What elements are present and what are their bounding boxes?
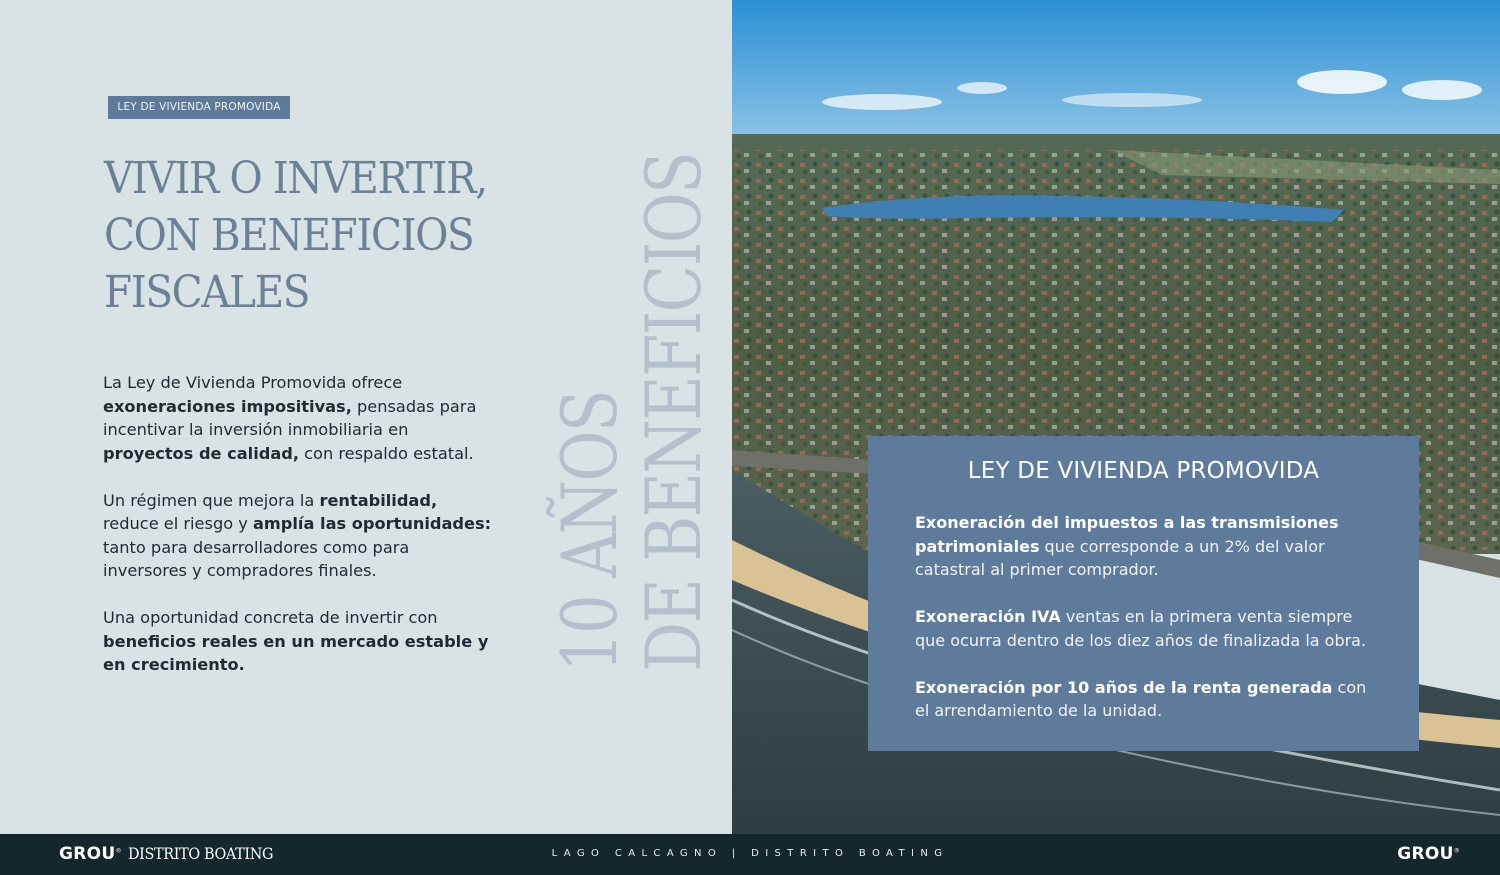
emphasis-text: exoneraciones impositivas, <box>103 396 352 416</box>
benefit-item: Exoneración IVA ventas en la primera venta siempre que ocurra dentro de los diez años de finalizada la obra. <box>915 607 1367 650</box>
section-tag: LEY DE VIVIENDA PROMOVIDA <box>108 96 290 119</box>
benefits-list <box>915 511 1385 746</box>
grou-logo-text: GROU <box>59 844 116 864</box>
grou-logo-right-text: GROU <box>1397 844 1454 864</box>
registered-mark: ® <box>115 847 122 855</box>
benefit-item: Exoneración por 10 años de la renta generada con el arrendamiento de la unidad. <box>915 677 1367 720</box>
registered-mark: ® <box>1453 847 1460 855</box>
grou-logo-right <box>1397 844 1460 864</box>
page-headline <box>104 150 500 321</box>
intro-paragraph: La Ley de Vivienda Promovida ofrece exoneraciones impositivas, pensadas para incentivar la inversión inmobiliaria en proyectos de calidad, con respaldo estatal. <box>103 373 477 463</box>
benefits-title: LEY DE VIVIENDA PROMOVIDA <box>967 458 1320 484</box>
headline-line: VIVIR O INVERTIR, <box>104 153 487 204</box>
emphasis-text: Exoneración IVA <box>915 607 1061 626</box>
left-panel <box>0 0 732 834</box>
footer-location: LAGO CALCAGNO | DISTRITO BOATING <box>551 848 949 859</box>
benefits-box <box>868 436 1419 751</box>
benefit-item: Exoneración del impuestos a las transmisiones patrimoniales que corresponde a un 2% del valor catastral al primer comprador. <box>915 513 1339 579</box>
emphasis-text: Exoneración por 10 años de la renta generada <box>915 677 1333 697</box>
headline-line: CON BENEFICIOS <box>104 210 474 261</box>
vertical-title <box>545 140 718 680</box>
emphasis-text: beneficios reales en un mercado estable y en crecimiento. <box>103 631 489 674</box>
headline-line: FISCALES <box>104 267 310 318</box>
regime-paragraph: Un régimen que mejora la rentabilidad, reduce el riesgo y amplía las oportunidades: tanto para desarrolladores como para inversores y compradores finales. <box>103 490 492 580</box>
vertical-title-line: DE BENEFICIOS <box>629 152 718 672</box>
emphasis-text: rentabilidad, <box>319 490 438 510</box>
emphasis-text: proyectos de calidad, <box>103 443 300 463</box>
emphasis-text: amplía las oportunidades: <box>253 514 492 533</box>
vertical-title-line: 10 AÑOS <box>545 391 634 672</box>
emphasis-text: Exoneración del impuestos a las transmisiones patrimoniales <box>915 513 1339 556</box>
footer-bar <box>0 834 1500 875</box>
project-name: DISTRITO BOATING <box>127 844 273 863</box>
opportunity-paragraph: Una oportunidad concreta de invertir con beneficios reales en un mercado estable y en crecimiento. <box>103 608 489 674</box>
body-copy <box>103 371 493 700</box>
